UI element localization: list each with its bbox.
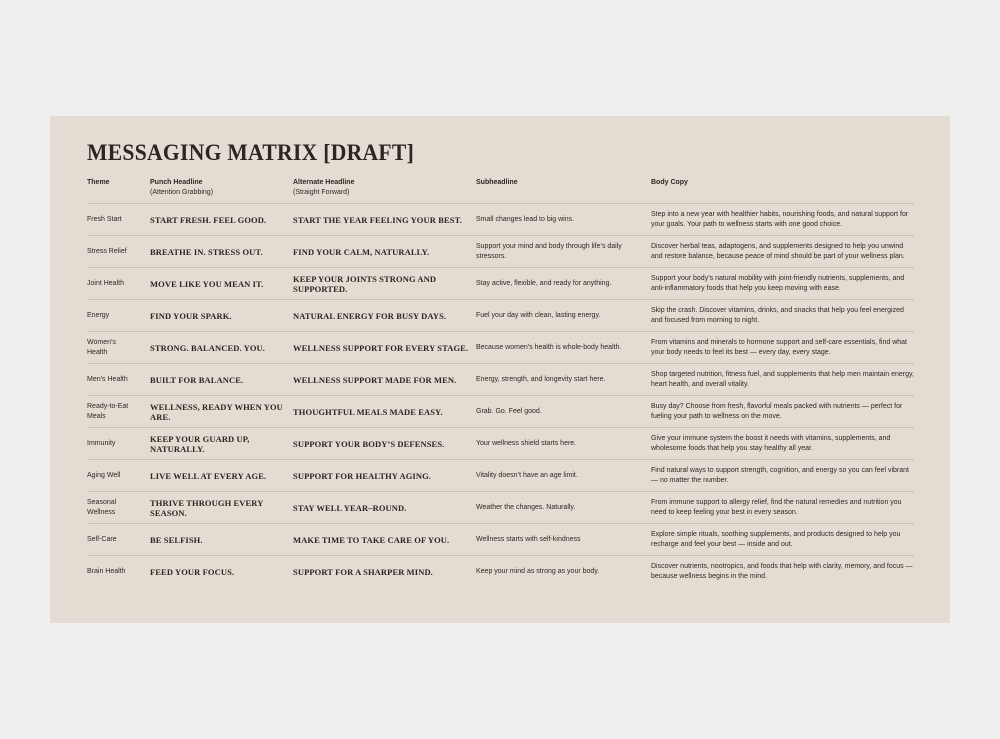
- punch-headline-cell: BREATHE IN. STRESS OUT.: [150, 236, 293, 268]
- theme-cell: Seasonal Wellness: [87, 492, 150, 524]
- body-copy-cell: Support your body’s natural mobility with joint-friendly nutrients, supplements, and anti-inflammatory foods that help you keep moving with ease.: [651, 268, 914, 300]
- alternate-headline-cell: SUPPORT FOR A SHARPER MIND.: [293, 556, 476, 588]
- header-theme-label: Theme: [87, 179, 110, 186]
- header-punch: [150, 178, 293, 204]
- theme-cell: Fresh Start: [87, 204, 150, 236]
- messaging-matrix-table: [87, 178, 914, 588]
- header-theme: [87, 178, 150, 204]
- theme-cell: Women’s Health: [87, 332, 150, 364]
- subheadline-cell: Keep your mind as strong as your body.: [476, 556, 651, 588]
- body-copy-cell: Explore simple rituals, soothing supplements, and products designed to help you recharge and feel your best — inside and out.: [651, 524, 914, 556]
- theme-cell: Energy: [87, 300, 150, 332]
- alternate-headline-cell: KEEP YOUR JOINTS STRONG AND SUPPORTED.: [293, 268, 476, 300]
- table-row: [87, 428, 914, 460]
- theme-cell: Joint Health: [87, 268, 150, 300]
- punch-headline-cell: BUILT FOR BALANCE.: [150, 364, 293, 396]
- alternate-headline-cell: STAY WELL YEAR–ROUND.: [293, 492, 476, 524]
- table-row: [87, 492, 914, 524]
- body-copy-cell: Discover nutrients, nootropics, and foods that help with clarity, memory, and focus — because wellness begins in the mind.: [651, 556, 914, 588]
- subheadline-cell: Fuel your day with clean, lasting energy.: [476, 300, 651, 332]
- punch-headline-cell: LIVE WELL AT EVERY AGE.: [150, 460, 293, 492]
- alternate-headline-cell: WELLNESS SUPPORT FOR EVERY STAGE.: [293, 332, 476, 364]
- theme-cell: Aging Well: [87, 460, 150, 492]
- alternate-headline-cell: FIND YOUR CALM, NATURALLY.: [293, 236, 476, 268]
- table-row: [87, 268, 914, 300]
- subheadline-cell: Stay active, flexible, and ready for anything.: [476, 268, 651, 300]
- theme-cell: Self-Care: [87, 524, 150, 556]
- body-copy-cell: Discover herbal teas, adaptogens, and supplements designed to help you unwind and restore balance, because peace of mind should be part of your wellness plan.: [651, 236, 914, 268]
- subheadline-cell: Energy, strength, and longevity start here.: [476, 364, 651, 396]
- alternate-headline-cell: START THE YEAR FEELING YOUR BEST.: [293, 204, 476, 236]
- theme-cell: Stress Relief: [87, 236, 150, 268]
- header-punch-label: Punch Headline: [150, 179, 203, 186]
- alternate-headline-cell: MAKE TIME TO TAKE CARE OF YOU.: [293, 524, 476, 556]
- body-copy-cell: Shop targeted nutrition, fitness fuel, and supplements that help men maintain energy, heart health, and overall vitality.: [651, 364, 914, 396]
- table-header-row: [87, 178, 914, 204]
- alternate-headline-cell: SUPPORT YOUR BODY’S DEFENSES.: [293, 428, 476, 460]
- alternate-headline-cell: SUPPORT FOR HEALTHY AGING.: [293, 460, 476, 492]
- body-copy-cell: From vitamins and minerals to hormone support and self-care essentials, find what your body needs to feel its best — every day, every stage.: [651, 332, 914, 364]
- table-row: [87, 236, 914, 268]
- table-row: [87, 524, 914, 556]
- header-body-copy-label: Body Copy: [651, 179, 688, 186]
- theme-cell: Brain Health: [87, 556, 150, 588]
- punch-headline-cell: BE SELFISH.: [150, 524, 293, 556]
- page-title: MESSAGING MATRIX [DRAFT]: [87, 140, 415, 165]
- header-body-copy: [651, 178, 914, 204]
- subheadline-cell: Small changes lead to big wins.: [476, 204, 651, 236]
- table-row: [87, 332, 914, 364]
- header-subheadline: [476, 178, 651, 204]
- alternate-headline-cell: WELLNESS SUPPORT MADE FOR MEN.: [293, 364, 476, 396]
- table-row: [87, 204, 914, 236]
- table-row: [87, 364, 914, 396]
- header-punch-sublabel: (Attention Grabbing): [150, 189, 214, 196]
- header-subheadline-label: Subheadline: [476, 179, 518, 186]
- punch-headline-cell: KEEP YOUR GUARD UP, NATURALLY.: [150, 428, 293, 460]
- table-body: [87, 204, 914, 588]
- punch-headline-cell: START FRESH. FEEL GOOD.: [150, 204, 293, 236]
- subheadline-cell: Weather the changes. Naturally.: [476, 492, 651, 524]
- body-copy-cell: Skip the crash. Discover vitamins, drinks, and snacks that help you feel energized and focused from morning to night.: [651, 300, 914, 332]
- header-alternate-sublabel: (Straight Forward): [293, 189, 350, 196]
- subheadline-cell: Vitality doesn’t have an age limit.: [476, 460, 651, 492]
- theme-cell: Immunity: [87, 428, 150, 460]
- theme-cell: Ready-to-Eat Meals: [87, 396, 150, 428]
- body-copy-cell: Give your immune system the boost it needs with vitamins, supplements, and wholesome foods that help you stay healthy all year.: [651, 428, 914, 460]
- subheadline-cell: Because women’s health is whole-body health.: [476, 332, 651, 364]
- subheadline-cell: Your wellness shield starts here.: [476, 428, 651, 460]
- table-row: [87, 460, 914, 492]
- theme-cell: Men’s Health: [87, 364, 150, 396]
- alternate-headline-cell: THOUGHTFUL MEALS MADE EASY.: [293, 396, 476, 428]
- punch-headline-cell: MOVE LIKE YOU MEAN IT.: [150, 268, 293, 300]
- punch-headline-cell: FIND YOUR SPARK.: [150, 300, 293, 332]
- punch-headline-cell: WELLNESS, READY WHEN YOU ARE.: [150, 396, 293, 428]
- table-row: [87, 556, 914, 588]
- punch-headline-cell: THRIVE THROUGH EVERY SEASON.: [150, 492, 293, 524]
- header-alternate-label: Alternate Headline: [293, 179, 355, 186]
- subheadline-cell: Grab. Go. Feel good.: [476, 396, 651, 428]
- table-row: [87, 300, 914, 332]
- body-copy-cell: Step into a new year with healthier habits, nourishing foods, and natural support for your goals. Your path to wellness starts with one good choice.: [651, 204, 914, 236]
- alternate-headline-cell: NATURAL ENERGY FOR BUSY DAYS.: [293, 300, 476, 332]
- body-copy-cell: From immune support to allergy relief, find the natural remedies and nutrition you need to keep feeling your best in every season.: [651, 492, 914, 524]
- subheadline-cell: Support your mind and body through life’s daily stressors.: [476, 236, 651, 268]
- subheadline-cell: Wellness starts with self-kindness: [476, 524, 651, 556]
- table-row: [87, 396, 914, 428]
- messaging-matrix-sheet: [50, 116, 950, 623]
- body-copy-cell: Find natural ways to support strength, cognition, and energy so you can feel vibrant — no matter the number.: [651, 460, 914, 492]
- body-copy-cell: Busy day? Choose from fresh, flavorful meals packed with nutrients — perfect for fueling your path to wellness on the move.: [651, 396, 914, 428]
- punch-headline-cell: FEED YOUR FOCUS.: [150, 556, 293, 588]
- header-alternate: [293, 178, 476, 204]
- punch-headline-cell: STRONG. BALANCED. YOU.: [150, 332, 293, 364]
